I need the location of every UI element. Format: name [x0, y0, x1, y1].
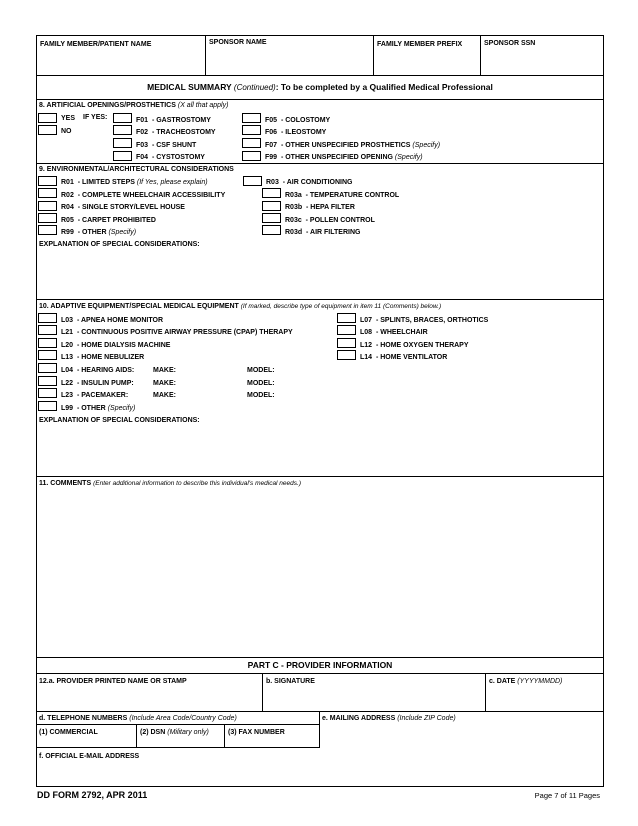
divider	[136, 724, 137, 747]
r03c-item: R03c - POLLEN CONTROL	[285, 217, 375, 224]
comments-input[interactable]	[40, 492, 600, 652]
divider	[480, 35, 481, 75]
divider	[36, 99, 604, 100]
r03b-checkbox[interactable]	[262, 201, 281, 211]
l12-item: L12 - HOME OXYGEN THERAPY	[360, 342, 469, 349]
l07-item: L07 - SPLINTS, BRACES, ORTHOTICS	[360, 317, 489, 324]
f02-checkbox[interactable]	[113, 125, 132, 135]
r03b-item: R03b - HEPA FILTER	[285, 204, 355, 211]
l23-item: L23 - PACEMAKER:	[61, 392, 129, 399]
divider	[36, 747, 320, 748]
l03-item: L03 - APNEA HOME MONITOR	[61, 317, 164, 324]
sponsor-name-label: SPONSOR NAME	[209, 39, 267, 46]
divider	[485, 673, 486, 711]
title-continued: (Continued)	[233, 83, 276, 92]
family-member-prefix-label: FAMILY MEMBER PREFIX	[377, 41, 463, 48]
divider	[373, 35, 374, 75]
divider	[319, 711, 320, 747]
divider	[36, 724, 320, 725]
r05-item: R05 - CARPET PROHIBITED	[61, 217, 156, 224]
pacemaker-make-label: MAKE:	[153, 392, 176, 399]
section-10-title: 10. ADAPTIVE EQUIPMENT/SPECIAL MEDICAL EQUIPMENT	[39, 303, 239, 310]
l14-item: L14 - HOME VENTILATOR	[360, 354, 448, 361]
dsn-label: (2) DSN (Military only)	[140, 729, 209, 736]
r03a-item: R03a - TEMPERATURE CONTROL	[285, 192, 400, 199]
r02-item: R02 - COMPLETE WHEELCHAIR ACCESSIBILITY	[61, 192, 226, 199]
f06-checkbox[interactable]	[242, 125, 261, 135]
section-9-heading: 9. ENVIRONMENTAL/ARCHITECTURAL CONSIDERATIONS	[39, 166, 234, 173]
f03-checkbox[interactable]	[113, 138, 132, 148]
l21-item: L21 - CONTINUOUS POSITIVE AIRWAY PRESSURE (CPAP) THERAPY	[61, 329, 293, 336]
signature-label: b. SIGNATURE	[266, 678, 315, 685]
l23-checkbox[interactable]	[38, 388, 57, 398]
divider	[36, 163, 604, 164]
section-11-note: (Enter additional information to describe this individual's medical needs.)	[93, 480, 301, 487]
hearing-aids-make-label: MAKE:	[153, 367, 176, 374]
f07-checkbox[interactable]	[242, 138, 261, 148]
insulin-pump-make-label: MAKE:	[153, 380, 176, 387]
f04-item: F04 - CYSTOSTOMY	[136, 154, 205, 161]
l20-checkbox[interactable]	[38, 338, 57, 348]
section-9-explanation-input[interactable]	[40, 252, 600, 294]
divider	[224, 724, 225, 747]
f99-checkbox[interactable]	[242, 151, 261, 161]
mailing-address-label: e. MAILING ADDRESS (Include ZIP Code)	[322, 715, 456, 722]
commercial-input[interactable]	[40, 737, 132, 746]
l22-item: L22 - INSULIN PUMP:	[61, 380, 134, 387]
r99-item: R99 - OTHER (Specify)	[61, 229, 137, 236]
l08-checkbox[interactable]	[337, 325, 356, 335]
signature-input[interactable]	[266, 689, 481, 707]
section-11-heading	[39, 479, 301, 488]
l13-item: L13 - HOME NEBULIZER	[61, 354, 145, 361]
date-input[interactable]	[489, 689, 599, 707]
fax-input[interactable]	[228, 737, 316, 746]
divider	[36, 657, 604, 658]
family-member-prefix-input[interactable]	[377, 52, 477, 70]
r05-checkbox[interactable]	[38, 213, 57, 223]
f99-item: F99 - OTHER UNSPECIFIED OPENING (Specify)	[265, 154, 423, 161]
f01-item: F01 - GASTROSTOMY	[136, 117, 211, 124]
sponsor-name-input[interactable]	[209, 50, 369, 70]
r03d-checkbox[interactable]	[262, 225, 281, 235]
insulin-pump-make-input[interactable]	[180, 377, 240, 387]
f01-checkbox[interactable]	[113, 113, 132, 123]
r03c-checkbox[interactable]	[262, 213, 281, 223]
section-10-heading	[39, 302, 441, 311]
insulin-pump-model-label: MODEL:	[247, 380, 275, 387]
insulin-pump-model-input[interactable]	[278, 377, 338, 387]
r03-checkbox[interactable]	[243, 176, 262, 186]
divider	[36, 673, 604, 674]
r99-checkbox[interactable]	[38, 225, 57, 235]
l04-checkbox[interactable]	[38, 363, 57, 373]
sponsor-ssn-label: SPONSOR SSN	[484, 40, 536, 47]
provider-name-input[interactable]	[40, 689, 258, 707]
if-yes-label: IF YES:	[83, 114, 108, 121]
l99-checkbox[interactable]	[38, 401, 57, 411]
form-number: DD FORM 2792, APR 2011	[37, 790, 148, 800]
pacemaker-make-input[interactable]	[180, 389, 240, 399]
f04-checkbox[interactable]	[113, 151, 132, 161]
fax-label: (3) FAX NUMBER	[228, 729, 285, 736]
section-9-explanation-label: EXPLANATION OF SPECIAL CONSIDERATIONS:	[39, 241, 200, 248]
pacemaker-model-input[interactable]	[278, 389, 338, 399]
r01-checkbox[interactable]	[38, 176, 57, 186]
l12-checkbox[interactable]	[337, 338, 356, 348]
r03-item: R03 - AIR CONDITIONING	[266, 179, 353, 186]
section-8-heading	[39, 101, 228, 110]
l04-item: L04 - HEARING AIDS:	[61, 367, 135, 374]
pacemaker-model-label: MODEL:	[247, 392, 275, 399]
r03d-item: R03d - AIR FILTERING	[285, 229, 361, 236]
hearing-aids-model-input[interactable]	[278, 364, 338, 374]
divider	[36, 711, 604, 712]
page-number: Page 7 of 11 Pages	[534, 791, 600, 800]
no-label: NO	[61, 128, 72, 135]
l21-checkbox[interactable]	[38, 325, 57, 335]
l14-checkbox[interactable]	[337, 350, 356, 360]
no-checkbox[interactable]	[38, 125, 57, 135]
hearing-aids-make-input[interactable]	[180, 364, 240, 374]
l22-checkbox[interactable]	[38, 376, 57, 386]
email-label: f. OFFICIAL E-MAIL ADDRESS	[39, 753, 140, 760]
divider	[205, 35, 206, 75]
section-11-title: 11. COMMENTS	[39, 480, 92, 487]
section-title	[36, 82, 604, 93]
telephone-label: d. TELEPHONE NUMBERS (Include Area Code/Country Code)	[39, 715, 237, 722]
l13-checkbox[interactable]	[38, 350, 57, 360]
l20-item: L20 - HOME DIALYSIS MACHINE	[61, 342, 171, 349]
yes-label: YES	[61, 115, 76, 122]
family-member-name-label: FAMILY MEMBER/PATIENT NAME	[40, 41, 152, 48]
yes-checkbox[interactable]	[38, 113, 57, 123]
l03-checkbox[interactable]	[38, 313, 57, 323]
part-c-title: PART C - PROVIDER INFORMATION	[247, 660, 393, 670]
l99-item: L99 - OTHER (Specify)	[61, 405, 136, 412]
f03-item: F03 - CSF SHUNT	[136, 142, 197, 149]
f05-checkbox[interactable]	[242, 113, 261, 123]
divider	[36, 476, 604, 477]
hearing-aids-model-label: MODEL:	[247, 367, 275, 374]
l08-item: L08 - WHEELCHAIR	[360, 329, 428, 336]
r03a-checkbox[interactable]	[262, 188, 281, 198]
section-10-explanation-label: EXPLANATION OF SPECIAL CONSIDERATIONS:	[39, 417, 200, 424]
title-main: MEDICAL SUMMARY	[147, 82, 232, 92]
divider	[36, 75, 604, 76]
section-10-note: (If marked, describe type of equipment in item 11 (Comments) below.)	[240, 303, 442, 310]
divider	[262, 673, 263, 711]
section-10-explanation-input[interactable]	[40, 428, 600, 472]
section-8-title: 8. ARTIFICIAL OPENINGS/PROSTHETICS	[39, 102, 176, 109]
r04-checkbox[interactable]	[38, 201, 57, 211]
divider	[36, 299, 604, 300]
l07-checkbox[interactable]	[337, 313, 356, 323]
title-tail: : To be completed by a Qualified Medical Professional	[275, 82, 493, 92]
r02-checkbox[interactable]	[38, 188, 57, 198]
f02-item: F02 - TRACHEOSTOMY	[136, 129, 216, 136]
section-8-note: (X all that apply)	[177, 102, 229, 109]
sponsor-ssn-input[interactable]	[484, 52, 599, 70]
f07-item: F07 - OTHER UNSPECIFIED PROSTHETICS (Specify)	[265, 142, 441, 149]
r01-item: R01 - LIMITED STEPS (If Yes, please explain)	[61, 179, 208, 186]
date-label: c. DATE (YYYYMMDD)	[489, 678, 563, 685]
f05-item: F05 - COLOSTOMY	[265, 117, 331, 124]
family-member-name-input[interactable]	[40, 52, 200, 70]
f06-item: F06 - ILEOSTOMY	[265, 129, 327, 136]
email-input[interactable]	[40, 764, 316, 782]
dsn-input[interactable]	[140, 737, 220, 746]
mailing-address-input[interactable]	[323, 726, 601, 784]
commercial-label: (1) COMMERCIAL	[39, 729, 98, 736]
r04-item: R04 - SINGLE STORY/LEVEL HOUSE	[61, 204, 185, 211]
provider-name-label: 12.a. PROVIDER PRINTED NAME OR STAMP	[39, 678, 187, 685]
